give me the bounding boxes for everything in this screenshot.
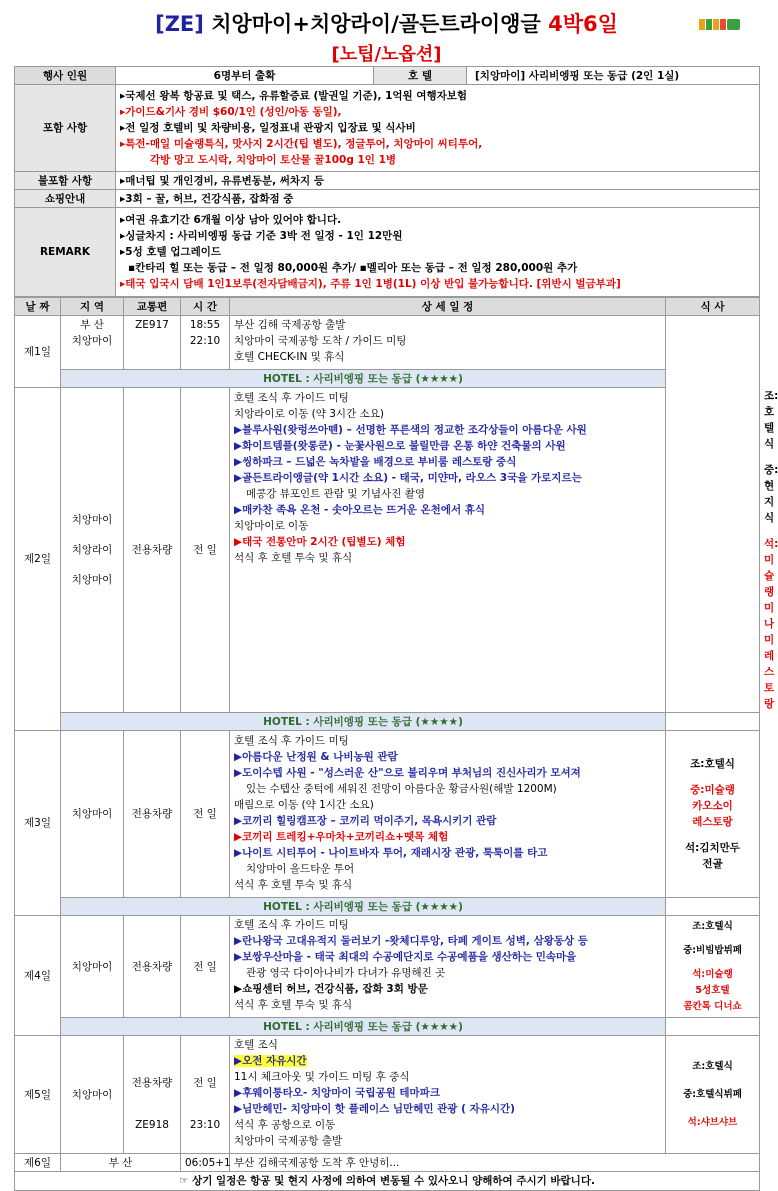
included-label: 포함 사항 <box>15 85 116 172</box>
title-text: 치앙마이+치앙라이/골든트라이앵글 <box>203 12 549 36</box>
meal-text: 석:김치만두 <box>685 842 740 854</box>
hotel-value: [치앙마이] 사리비엥핑 또는 동급 (2인 1실) <box>467 67 760 85</box>
hotel-row: HOTEL : 사리비엥핑 또는 동급 (★★★★) <box>61 713 666 731</box>
day-label: 제3일 <box>15 731 61 916</box>
hotel-row: HOTEL : 사리비엥핑 또는 동급 (★★★★) <box>61 898 666 916</box>
detail-line: ▶코끼리 트레킹+우마차+코끼리쇼+뗏목 체험 <box>234 831 449 843</box>
day-time: 전 일 <box>181 388 230 713</box>
included-item: ▸국제선 왕복 항공료 및 택스, 유류할증료 (발권일 기준), 1억원 여행자보험 <box>120 90 468 102</box>
meal-text: 전골 <box>702 858 723 870</box>
time-text: 23:10 <box>189 1118 221 1131</box>
col-detail: 상 세 일 정 <box>230 298 666 316</box>
hotel-label: 호 텔 <box>374 67 467 85</box>
detail-line: ▶씽하파크 – 드넓은 녹차밭을 배경으로 부비룸 레스토랑 중식 <box>234 456 517 468</box>
remark-item: ▸태국 입국시 담배 1인1보루(전자담배금지), 주류 1인 1병(1L) 이상 반입 불가능합니다. [위반시 벌금부과] <box>120 278 621 290</box>
detail-line: 치앙마이 올드타운 투어 <box>246 863 355 875</box>
detail-line <box>234 1053 661 1069</box>
schedule-header-row <box>15 298 760 316</box>
detail-line: 호텔 조식 후 가이드 미팅 <box>234 735 349 747</box>
meal-text: 콤칸톡 디너쇼 <box>683 1000 742 1012</box>
meal-spacer <box>666 713 760 731</box>
day-row <box>15 731 760 898</box>
meal-text: 석:샤브샤브 <box>687 1116 738 1128</box>
detail-line: ▶보쌍우산마을 - 태국 최대의 수공예단지로 수공예품을 생산하는 민속마을 <box>234 951 577 963</box>
day-row <box>15 1036 760 1154</box>
day-transport <box>124 1036 181 1154</box>
detail-line: ▶매카찬 족욕 온천 - 솟아오르는 뜨거운 온천에서 휴식 <box>234 504 486 516</box>
included-item: ▸가이드&기사 경비 $60/1인 (성인/아동 동일), <box>120 106 342 118</box>
detail-line: 치앙라이로 이동 (약 3시간 소요) <box>234 408 384 420</box>
col-meal: 식 사 <box>666 298 760 316</box>
info-table <box>14 66 760 297</box>
meal-text: 레스토랑 <box>692 816 733 828</box>
day-row <box>15 316 760 370</box>
remark-item: ▸여권 유효기간 6개월 이상 남아 있어야 합니다. <box>120 214 342 226</box>
day-time <box>181 1036 230 1154</box>
company-logo <box>699 16 741 34</box>
footer-note: ☞ 상기 일정은 항공 및 현지 사정에 의하여 변동될 수 있사오니 양해하여 주시기 바랍니다. <box>15 1172 760 1191</box>
meal-spacer <box>666 1018 760 1036</box>
meal-text: 조:호텔식 <box>692 920 733 932</box>
detail-line: 치앙마이로 이동 <box>234 520 309 532</box>
detail-line: 매림으로 이동 (약 1시간 소요) <box>234 799 374 811</box>
meal-text: 중:호텔식뷔페 <box>683 1088 742 1100</box>
detail-line: ▶아름다운 난정원 & 나비농원 관람 <box>234 751 398 763</box>
tour-people-value: 6명부터 출확 <box>116 67 374 85</box>
flight-text: ZE918 <box>135 1118 169 1131</box>
detail-line: 호텔 CHECK-IN 및 휴식 <box>234 351 345 363</box>
col-region: 지 역 <box>61 298 124 316</box>
detail-line: ▶나이트 시티투어 - 나이트바자 투어, 재래시장 관광, 툭툭이를 타고 <box>234 847 548 859</box>
time-text: 18:55 <box>189 319 221 331</box>
free-time-highlight: ▶오전 자유시간 <box>234 1055 307 1067</box>
detail-line: 석식 후 호텔 투숙 및 휴식 <box>234 552 353 564</box>
meal-spacer <box>666 898 760 916</box>
shopping-label: 쇼핑안내 <box>15 190 116 208</box>
day-meal <box>666 731 760 898</box>
day-region: 치앙마이 <box>61 731 124 898</box>
remark-item: ▪칸타리 힐 또는 동급 – 전 일정 80,000원 추가/ ▪멜리아 또는 동급 – 전 일정 280,000원 추가 <box>128 262 578 274</box>
meal-text: 석:미슐랭 <box>692 968 733 980</box>
detail-line: 호텔 조식 후 가이드 미팅 <box>234 919 349 931</box>
day-detail <box>230 916 666 1018</box>
shopping-value: ▸3회 – 꿀, 허브, 건강식품, 잡화점 중 <box>116 190 760 208</box>
region-text: 치앙마이 <box>71 514 113 526</box>
remark-list <box>116 208 760 297</box>
day-meal <box>666 1036 760 1154</box>
page-subtitle: [노팁/노옵션] <box>331 44 442 65</box>
day-transport: 전용차량 <box>124 731 181 898</box>
region-text: 치앙마이 <box>71 335 113 347</box>
detail-line: 치앙마이 국제공항 도착 / 가이드 미팅 <box>234 335 407 347</box>
region-text: 치앙마이 <box>71 574 113 586</box>
day-region <box>61 388 124 713</box>
meal-text: 5성호텔 <box>695 984 730 996</box>
day-meal <box>666 316 760 713</box>
day-detail <box>230 316 666 370</box>
time-text: 전 일 <box>193 1076 217 1089</box>
detail-line: ▶코끼리 힐링캠프장 – 코끼리 먹이주기, 목욕시키기 관람 <box>234 815 497 827</box>
day-time: 전 일 <box>181 731 230 898</box>
tour-people-label: 행사 인원 <box>15 67 116 85</box>
region-text: 치앙라이 <box>71 544 113 556</box>
detail-line: ▶화이트템플(왓롱쿤) - 눈꽃사원으로 불릴만큼 온통 하얀 건축물의 사원 <box>234 440 566 452</box>
included-item: ▸전 일정 호텔비 및 차량비용, 일정표내 관광지 입장료 및 식사비 <box>120 122 416 134</box>
hotel-row: HOTEL : 사리비엥핑 또는 동급 (★★★★) <box>61 370 666 388</box>
day-region: 치앙마이 <box>61 1036 124 1154</box>
day-meal <box>666 916 760 1018</box>
meal-text: 조:호텔식 <box>692 1060 733 1072</box>
day-row <box>15 916 760 1018</box>
day-region: 치앙마이 <box>61 916 124 1018</box>
detail-line: ▶후웨이퉁타오- 치앙마이 국립공원 테마파크 <box>234 1087 440 1099</box>
detail-line: 있는 수텝산 중턱에 세워진 전망이 아름다운 황금사원(해발 1200M) <box>246 783 557 795</box>
region-text: 부 산 <box>80 319 104 331</box>
detail-line: 석식 후 호텔 투숙 및 휴식 <box>234 879 353 891</box>
day-transport: 전용차량 <box>124 388 181 713</box>
day-detail <box>230 1036 666 1154</box>
title-tag: [ZE] <box>155 12 204 36</box>
day-time: 전 일 <box>181 916 230 1018</box>
col-day: 날 짜 <box>15 298 61 316</box>
col-transport: 교통편 <box>124 298 181 316</box>
time-text: 22:10 <box>189 335 221 347</box>
meal-text: 조:호텔식 <box>690 758 735 770</box>
detail-line: ▶님만헤민- 치앙마이 핫 플레이스 님만헤민 관광 ( 자유시간) <box>234 1103 515 1115</box>
title-nights: 4박6일 <box>548 12 618 36</box>
meal-text: 중:미슐랭 <box>690 784 735 796</box>
remark-label: REMARK <box>15 208 116 297</box>
excluded-label: 불포함 사항 <box>15 172 116 190</box>
detail-line: 석식 후 호텔 투숙 및 휴식 <box>234 999 353 1011</box>
page-title <box>14 8 759 38</box>
header <box>14 0 759 66</box>
day-detail <box>230 388 666 713</box>
remark-item: ▸5성 호텔 업그레이드 <box>120 246 222 258</box>
included-item: ▸특전-매일 미슐랭특식, 맛사지 2시간(팁 별도), 정글투어, 치앙마이 씨티투어, <box>120 138 483 150</box>
day-transport: 전용차량 <box>124 916 181 1018</box>
included-item: 각방 망고 도시락, 치앙마이 토산물 꿀100g 1인 1병 <box>150 154 397 166</box>
day-label: 제5일 <box>15 1036 61 1154</box>
day-transport: ZE917 <box>124 316 181 370</box>
hotel-row: HOTEL : 사리비엥핑 또는 동급 (★★★★) <box>61 1018 666 1036</box>
included-list <box>116 85 760 172</box>
remark-item: ▸싱글차지 : 사리비엥핑 동급 기준 3박 전 일정 - 1인 12만원 <box>120 230 403 242</box>
detail-line: 호텔 조식 후 가이드 미팅 <box>234 392 349 404</box>
meal-text: 중:비빔밥뷔페 <box>683 944 742 956</box>
col-time: 시 간 <box>181 298 230 316</box>
detail-line: 치앙마이 국제공항 출발 <box>234 1135 343 1147</box>
day-row <box>15 1154 760 1172</box>
day-label: 제2일 <box>15 388 61 731</box>
day-label: 제1일 <box>15 316 61 388</box>
day-region: 부 산 <box>61 1154 181 1172</box>
detail-line: 부산 김해 국제공항 출발 <box>234 319 346 331</box>
day-time <box>181 316 230 370</box>
detail-line: 석식 후 공항으로 이동 <box>234 1119 336 1131</box>
excluded-value: ▸매너팁 및 개인경비, 유류변동분, 써차지 등 <box>116 172 760 190</box>
day-time: 06:05+1 <box>181 1154 230 1172</box>
itinerary-page <box>14 0 778 1191</box>
day-label: 제6일 <box>15 1154 61 1172</box>
day-detail: 부산 김해국제공항 도착 후 안녕히... <box>230 1154 760 1172</box>
detail-line: ▶쇼핑센터 허브, 건강식품, 잡화 3회 방문 <box>234 983 428 995</box>
detail-line: 11시 체크아웃 및 가이드 미팅 후 중식 <box>234 1071 410 1083</box>
transport-text: 전용차량 <box>131 1076 173 1089</box>
detail-line: ▶태국 전통안마 2시간 (팁별도) 체험 <box>234 536 406 548</box>
detail-line: ▶란나왕국 고대유적지 둘러보기 -왓체디루앙, 타페 게이트 성벽, 삼왕동상 등 <box>234 935 588 947</box>
day-row: 제2일 치앙마이 치앙라이 치앙마이 전용차량 전 일 호텔 조식 후 가이드 미팅 치앙라이로 이동 (약 3시간 소요) ▶블루사원(왓렁쓰아뗀) – 선명한 푸른색의 정교한 조각상들이 아름다운 사원 ▶화이트템플(왓롱쿤) - 눈꽃사원으로 불릴만큼 온통 하얀 건축물의 사원 ▶씽하파크 – 드넓은 녹차밭을 배경으로 부비룸 레스토랑 중식 ▶골든트라이앵글(약 1시간 소요) - 태국, 미얀마, 라오스 3국을 가로지르는 메콩강 뷰포인트 관람 및 기념사진 촬영 ▶매카찬 족욕 온천 - 솟아오르는 뜨거운 온천에서 휴식 치앙마이로 이동 ▶태국 전통안마 2시간 (팁별도) 체험 석식 후 호텔 투숙 및 휴식 조:호텔식 중:현지식 석:미슐랭 미나미 레스토랑 <box>15 388 760 713</box>
detail-line: ▶블루사원(왓렁쓰아뗀) – 선명한 푸른색의 정교한 조각상들이 아름다운 사원 <box>234 424 587 436</box>
day-detail <box>230 731 666 898</box>
detail-line: 메콩강 뷰포인트 관람 및 기념사진 촬영 <box>246 488 425 500</box>
detail-line: 호텔 조식 <box>234 1039 278 1051</box>
detail-line: 관광 영국 다이아나비가 다녀가 유명해진 곳 <box>246 967 446 979</box>
detail-line: ▶골든트라이앵글(약 1시간 소요) - 태국, 미얀마, 라오스 3국을 가로지르는 <box>234 472 582 484</box>
day-region <box>61 316 124 370</box>
meal-text: 카오소이 <box>692 800 733 812</box>
detail-line: ▶도이수텝 사원 - "성스러운 산"으로 불리우며 부처님의 진신사리가 모셔져 <box>234 767 581 779</box>
day-label: 제4일 <box>15 916 61 1036</box>
schedule-table <box>14 297 778 1191</box>
